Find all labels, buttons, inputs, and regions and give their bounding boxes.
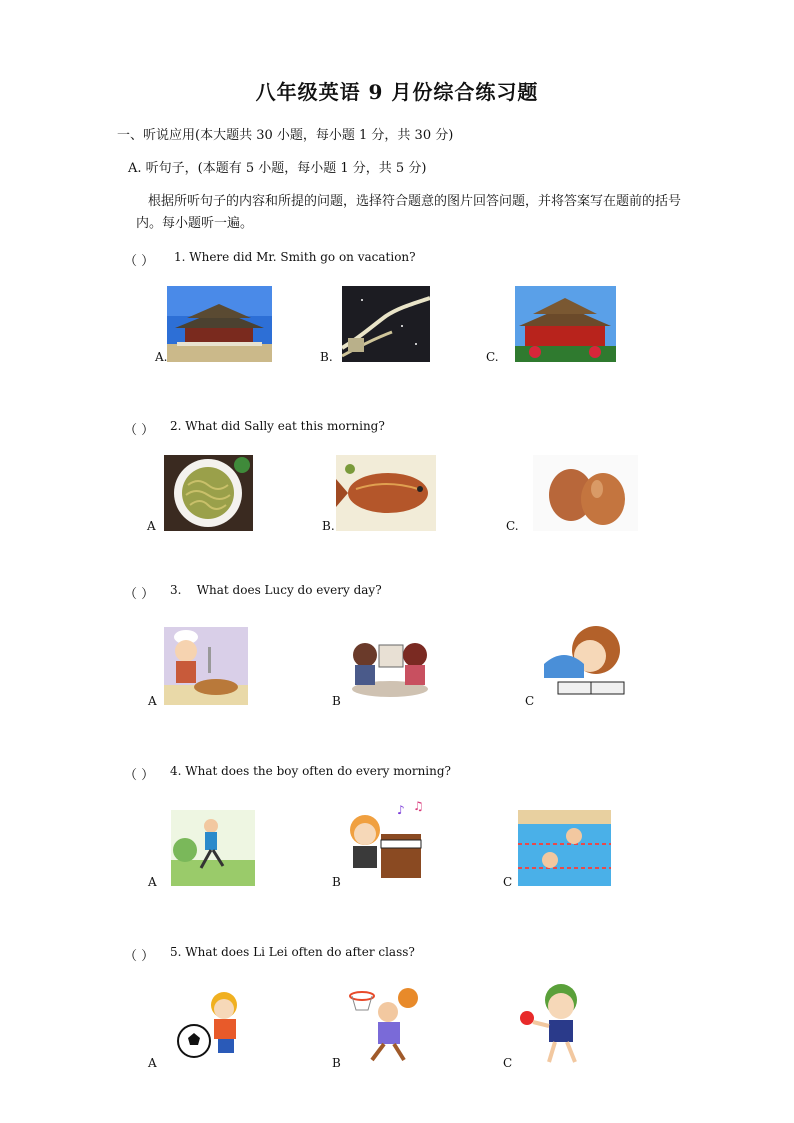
question-3: 3. What does Lucy do every day? [170, 583, 382, 597]
boy-piano-image [345, 800, 430, 886]
option-label-3c: C [525, 694, 535, 708]
svg-text:♪: ♪ [397, 803, 405, 817]
option-label-1b: B. [320, 350, 333, 364]
option-label-4b: B [332, 875, 341, 889]
girl-cooking-image [164, 627, 248, 705]
option-label-2b: B. [322, 519, 335, 533]
option-label-4a: A [148, 875, 157, 889]
section-heading: 一、听说应用(本大题共 30 小题，每小题 1 分，共 30 分) [117, 128, 454, 143]
option-label-1a: A. [155, 350, 168, 364]
noodles-image [164, 455, 253, 531]
answer-bracket-2[interactable]: （ ） [124, 423, 155, 438]
ping-pong-image [517, 980, 605, 1068]
eggs-image [533, 455, 638, 531]
option-label-5a: A [148, 1056, 157, 1070]
soccer-image [172, 987, 252, 1065]
option-label-3a: A [148, 694, 157, 708]
boy-running-image [171, 810, 255, 886]
tiananmen-image [515, 286, 616, 362]
answer-bracket-5[interactable]: （ ） [124, 949, 155, 964]
option-label-4c: C [503, 875, 513, 889]
palace-image [167, 286, 272, 362]
instructions-line-2: 内。每小题听一遍。 [136, 216, 254, 231]
great-wall-image [342, 286, 430, 362]
option-label-3b: B [332, 694, 341, 708]
option-label-2a: A [147, 519, 156, 533]
kids-swimming-image [518, 810, 611, 886]
girl-reading-image [540, 620, 627, 702]
svg-text:♫: ♫ [413, 800, 424, 813]
option-label-1c: C. [486, 350, 499, 364]
page-title: 八年级英语 9 月份综合练习题 [255, 80, 539, 104]
option-label-2c: C. [506, 519, 519, 533]
answer-bracket-1[interactable]: （ ） [124, 254, 155, 269]
fish-image [336, 455, 436, 531]
question-5: 5. What does Li Lei often do after class? [170, 945, 415, 959]
question-4: 4. What does the boy often do every morning? [170, 764, 451, 778]
instructions-line-1: 根据所听句子的内容和所提的问题，选择符合题意的图片回答问题，并将答案写在题前的括号 [148, 194, 682, 209]
kids-tv-image [349, 627, 431, 699]
answer-bracket-4[interactable]: （ ） [124, 768, 155, 783]
part-a-heading: A. 听句子，(本题有 5 小题，每小题 1 分，共 5 分) [128, 161, 427, 176]
question-2: 2. What did Sally eat this morning? [170, 419, 385, 433]
answer-bracket-3[interactable]: （ ） [124, 587, 155, 602]
basketball-image [348, 984, 424, 1066]
option-label-5c: C [503, 1056, 513, 1070]
option-label-5b: B [332, 1056, 341, 1070]
question-1: 1. Where did Mr. Smith go on vacation? [174, 250, 416, 264]
